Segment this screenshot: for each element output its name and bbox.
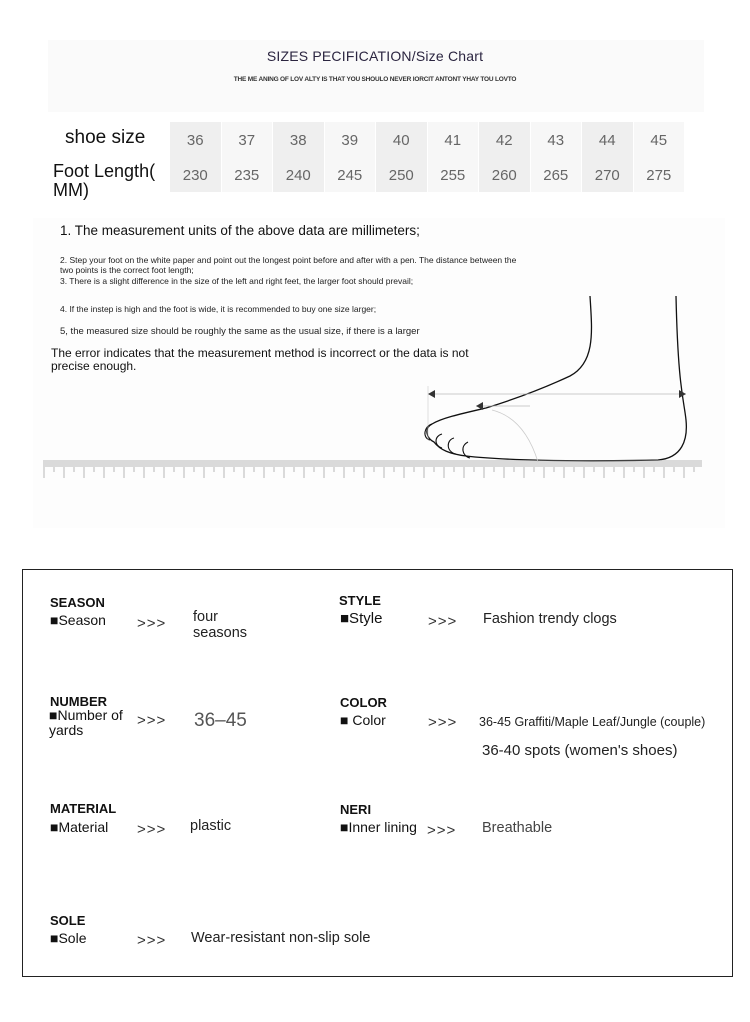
note-3: 3. There is a slight difference in the size of the left and right feet, the larger foot should prevail; [60, 276, 414, 286]
material-title: MATERIAL [50, 801, 117, 816]
length-cell: 250 [376, 160, 427, 192]
size-cell: 36 [170, 122, 221, 160]
style-title: STYLE [339, 593, 381, 608]
lining-label: ■Inner lining [340, 819, 417, 835]
length-cell: 245 [325, 160, 376, 192]
number-title: NUMBER [50, 694, 108, 709]
note-2: 2. Step your foot on the white paper and point out the longest point before and after with a pen. The distance between the two points is the correct foot length; [60, 255, 517, 275]
length-cell: 235 [222, 160, 273, 192]
number-arrow: >>> [137, 712, 167, 729]
length-cell: 230 [170, 160, 221, 192]
length-cell: 270 [582, 160, 633, 192]
color-value-1: 36-45 Graffiti/Maple Leaf/Jungle (couple) [479, 715, 706, 729]
style-value: Fashion trendy clogs [483, 611, 617, 627]
note-6: The error indicates that the measurement method is incorrect or the data is not precise enough. [51, 346, 469, 373]
size-cell: 44 [582, 122, 633, 160]
length-cell: 260 [479, 160, 530, 192]
shoe-size-label: shoe size [65, 127, 146, 148]
sole-label: ■Sole [50, 930, 87, 946]
page-title: SIZES PECIFICATION/Size Chart [266, 48, 484, 64]
size-cell: 38 [273, 122, 324, 160]
size-chart [0, 0, 750, 200]
note-5: 5, the measured size should be roughly the same as the usual size, if there is a larger [60, 326, 420, 337]
note-1: 1. The measurement units of the above data are millimeters; [60, 223, 420, 238]
color-value-2: 36-40 spots (women's shoes) [482, 742, 678, 759]
size-cell: 39 [325, 122, 376, 160]
color-label: ■ Color [340, 712, 386, 728]
length-cell: 255 [428, 160, 479, 192]
material-value: plastic [190, 818, 232, 834]
length-cell: 240 [273, 160, 324, 192]
number-label: ■Number of yards [49, 707, 123, 738]
size-cell: 41 [428, 122, 479, 160]
season-value: four seasons [193, 609, 248, 641]
sole-title: SOLE [50, 913, 86, 928]
number-value: 36–45 [194, 710, 247, 731]
lining-arrow: >>> [427, 822, 457, 839]
size-cell: 40 [376, 122, 427, 160]
sole-arrow: >>> [137, 932, 167, 949]
sole-value: Wear-resistant non-slip sole [191, 930, 371, 946]
size-cell: 45 [634, 122, 685, 160]
ruler [42, 458, 702, 480]
material-label: ■Material [50, 819, 109, 835]
spec-box [22, 569, 733, 977]
lining-title: NERI [340, 802, 372, 817]
page-subtitle: THE ME ANING OF LOV ALTY IS THAT YOU SHOULO NEVER IORCIT ANTONT YHAY TOU LOVTO [233, 76, 517, 83]
material-arrow: >>> [137, 821, 167, 838]
season-arrow: >>> [137, 615, 167, 632]
size-cell: 42 [479, 122, 530, 160]
foot-illustration [420, 290, 700, 470]
note-4: 4. If the instep is high and the foot is wide, it is recommended to buy one size larger; [60, 304, 377, 314]
length-cell: 265 [531, 160, 582, 192]
season-label: ■Season [50, 612, 106, 628]
style-arrow: >>> [428, 613, 458, 630]
style-label: ■Style [340, 610, 383, 627]
length-cell: 275 [634, 160, 685, 192]
lining-value: Breathable [482, 820, 553, 836]
color-title: COLOR [340, 695, 387, 710]
color-arrow: >>> [428, 714, 458, 731]
size-cell: 37 [222, 122, 273, 160]
season-title: SEASON [50, 595, 105, 610]
size-cell: 43 [531, 122, 582, 160]
foot-length-label: Foot Length( MM) [53, 161, 156, 200]
